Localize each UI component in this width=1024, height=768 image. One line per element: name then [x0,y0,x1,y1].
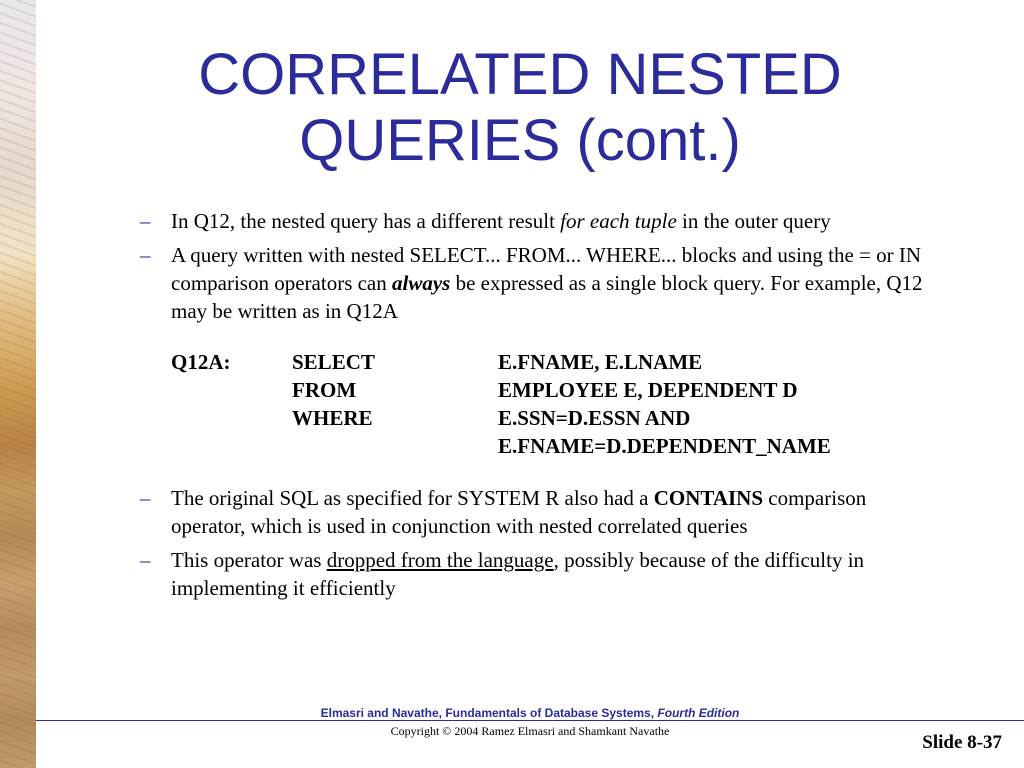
slide-title [120,42,920,174]
bullet-marker: – [140,486,151,510]
query-keyword [292,432,498,460]
query-row [171,376,940,404]
query-keyword: WHERE [292,406,373,430]
bullet-marker: – [140,209,151,233]
bullet-2 [140,241,940,325]
query-keyword: SELECT [292,350,375,374]
query-row [171,404,940,432]
bullet-4-text-a: This operator was [171,548,327,572]
title-line-2: QUERIES (cont.) [299,108,741,173]
bullet-3-text-a: The original SQL as specified for SYSTEM R also had a [171,486,654,510]
query-value: E.FNAME=D.DEPENDENT_NAME [498,434,831,458]
bullet-2-text-b: be expressed as a single block query. For example, Q12 may be written as in Q12A [171,271,923,323]
title-line-1: CORRELATED NESTED [198,42,842,107]
bullet-1 [140,207,940,235]
bullet-3 [140,484,940,540]
query-row [171,432,940,460]
query-row [171,348,940,376]
bullet-2-text-a: A query written with nested SELECT... FROM... WHERE... blocks and using the = or IN comparison operators can [171,243,922,295]
bullet-2-emphasis: always [392,271,451,295]
bullet-4-text-b: , possibly because of the difficulty in implementing it efficiently [171,548,865,600]
footer-credit [36,706,1024,720]
query-label: Q12A: [171,350,231,374]
footer-credit-edition: Fourth Edition [657,706,740,720]
decorative-side-strip [0,0,36,768]
footer-copyright: Copyright © 2004 Ramez Elmasri and Shamkant Navathe [390,724,670,738]
bullet-4 [140,546,940,602]
bullet-marker: – [140,243,151,267]
sql-query-block [171,348,940,460]
query-value: E.SSN=D.ESSN AND [498,406,691,430]
footer-credit-main: Elmasri and Navathe, Fundamentals of Database Systems, [320,706,658,720]
query-keyword: FROM [292,378,357,402]
bullet-3-emphasis: CONTAINS [653,486,764,510]
bullet-marker: – [140,548,151,572]
bullet-1-text-a: In Q12, the nested query has a different result [171,209,561,233]
bullet-1-emphasis: for each tuple [560,209,677,233]
bullet-3-text-b: comparison operator, which is used in conjunction with nested correlated queries [171,486,867,538]
bullet-4-underlined: dropped from the language [326,548,554,572]
slide-number: Slide 8-37 [922,732,1002,753]
footer-divider [36,720,1024,721]
slide-content [140,207,940,608]
query-value: EMPLOYEE E, DEPENDENT D [498,378,798,402]
bullet-1-text-b: in the outer query [676,209,831,233]
query-value: E.FNAME, E.LNAME [498,350,703,374]
